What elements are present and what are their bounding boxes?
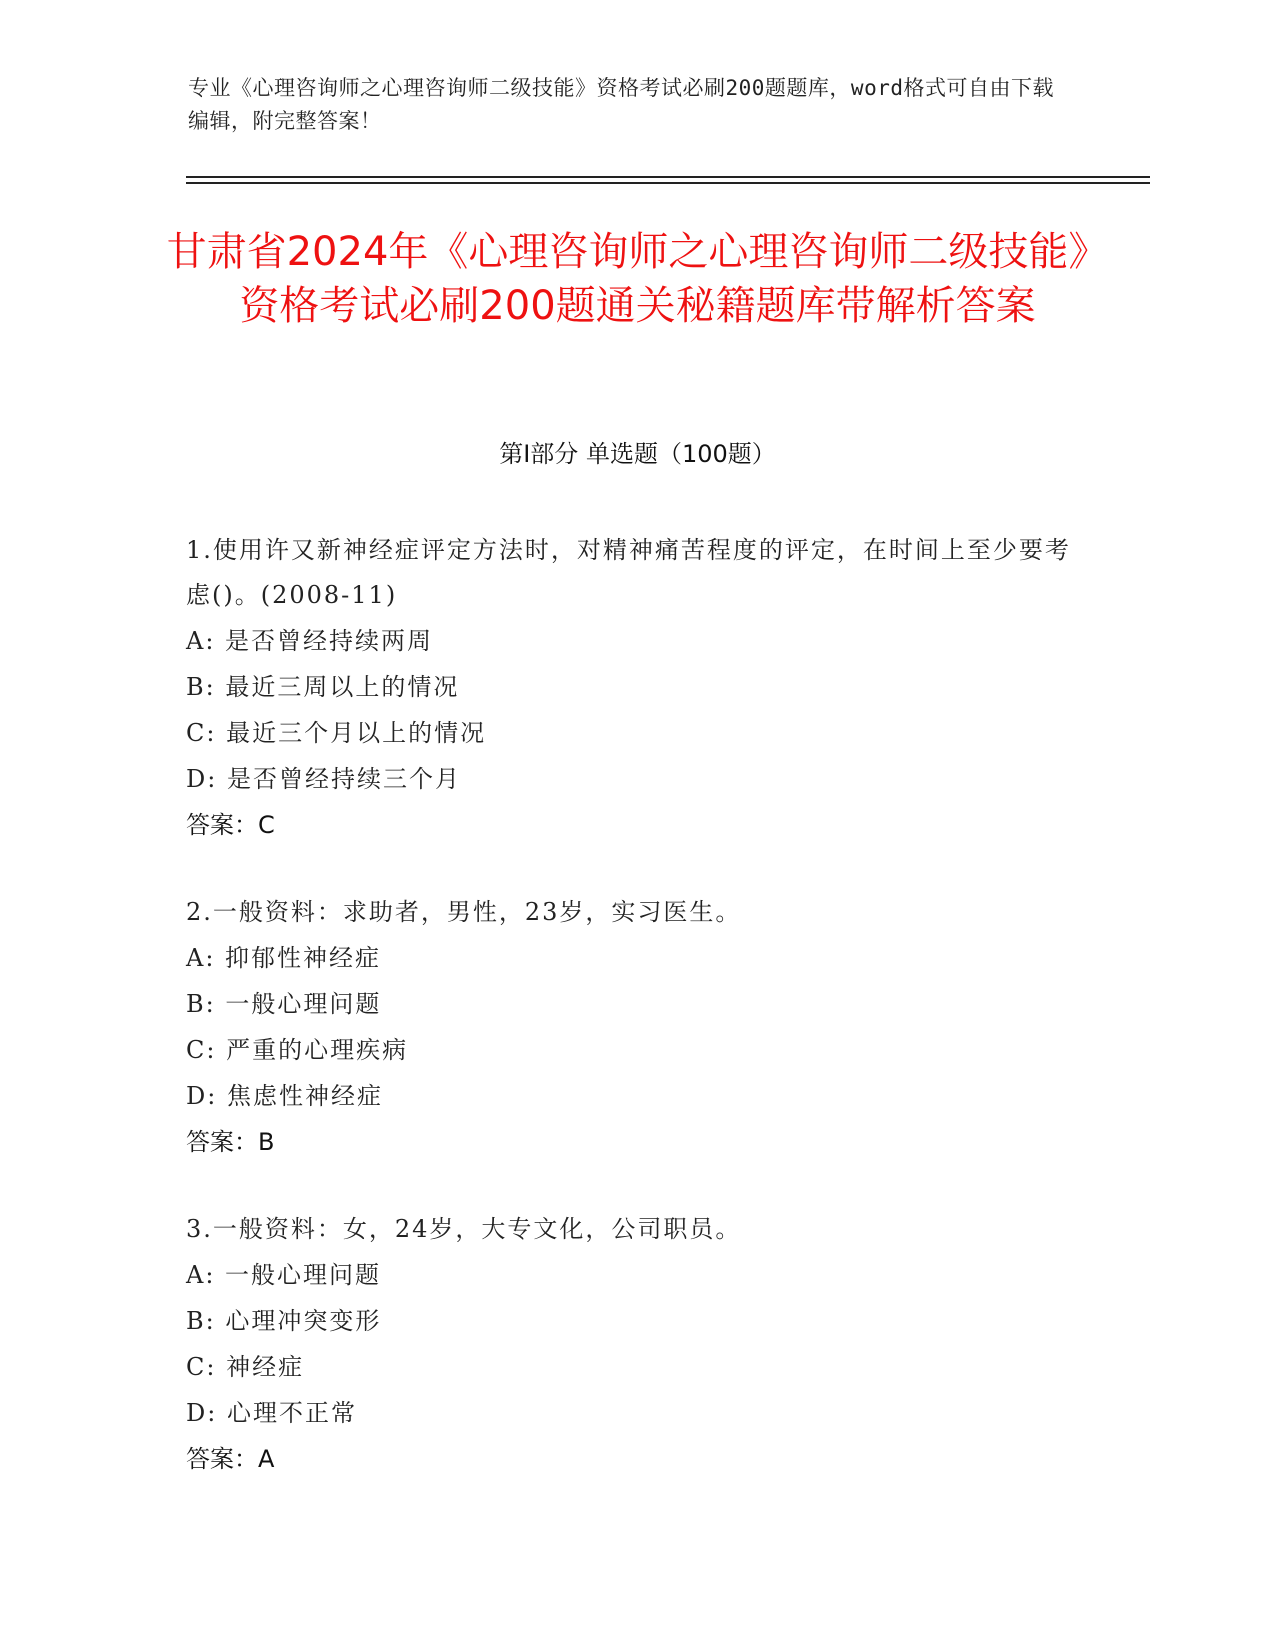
- option-a: A: 是否曾经持续两周: [186, 627, 434, 655]
- question-item: [186, 890, 1076, 1165]
- answer-line: 答案：C: [186, 811, 275, 839]
- option-b: B: 最近三周以上的情况: [186, 673, 460, 701]
- option-c: C: 最近三个月以上的情况: [186, 719, 487, 747]
- option-d: D: 焦虑性神经症: [186, 1082, 383, 1110]
- question-stem: 1.使用许又新神经症评定方法时，对精神痛苦程度的评定，在时间上至少要考虑()。(2008-11): [186, 536, 1071, 609]
- header-divider-bottom: [186, 182, 1150, 184]
- document-title: 甘肃省2024年《心理咨询师之心理咨询师二级技能》资格考试必刷200题通关秘籍题库带解析答案: [166, 229, 1109, 329]
- option-a: A: 抑郁性神经症: [186, 944, 382, 972]
- option-b: B: 心理冲突变形: [186, 1307, 382, 1335]
- option-b: B: 一般心理问题: [186, 990, 382, 1018]
- option-d: D: 心理不正常: [186, 1399, 357, 1427]
- question-item: [186, 528, 1076, 848]
- answer-line: 答案：A: [186, 1445, 275, 1473]
- option-c: C: 严重的心理疾病: [186, 1036, 409, 1064]
- section-heading: 第I部分 单选题（100题）: [499, 440, 776, 468]
- question-stem: 2.一般资料：求助者，男性，23岁，实习医生。: [186, 898, 742, 926]
- option-c: C: 神经症: [186, 1353, 305, 1381]
- question-stem: 3.一般资料：女，24岁，大专文化，公司职员。: [186, 1215, 742, 1243]
- option-d: D: 是否曾经持续三个月: [186, 765, 461, 793]
- option-a: A: 一般心理问题: [186, 1261, 382, 1289]
- question-item: [186, 1207, 1076, 1482]
- header-note: 专业《心理咨询师之心理咨询师二级技能》资格考试必刷200题题库，word格式可自由下载编辑，附完整答案！: [188, 76, 1054, 133]
- header-divider-top: [186, 176, 1150, 178]
- answer-line: 答案：B: [186, 1128, 275, 1156]
- question-list: [186, 528, 1076, 1524]
